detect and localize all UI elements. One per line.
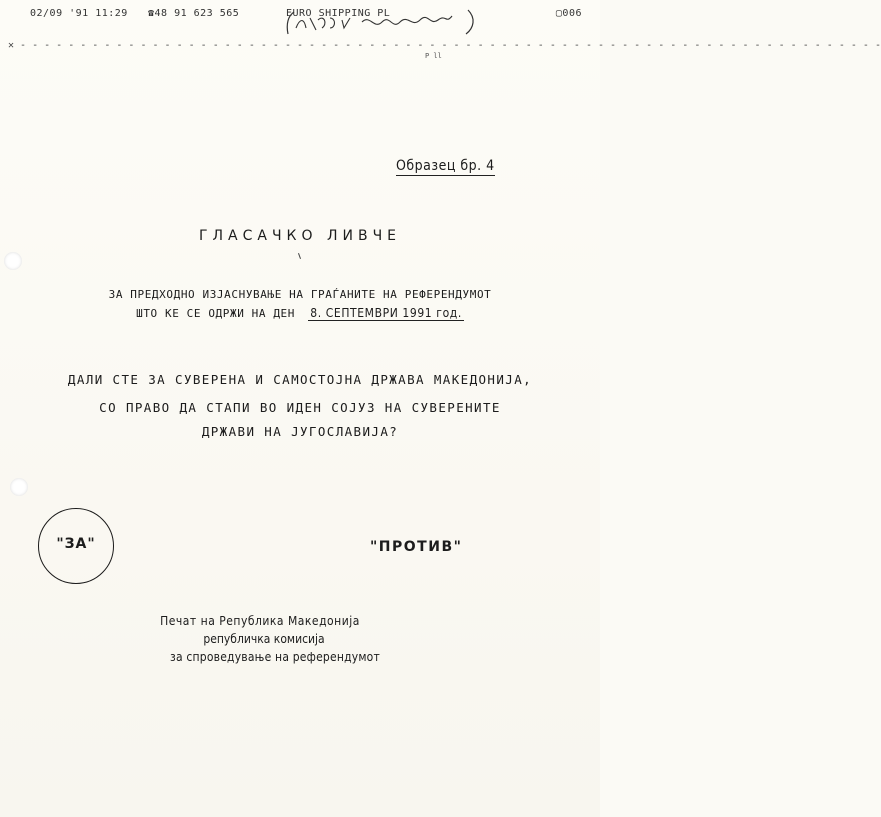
seal-line-1: Печат на Република Македонија: [160, 614, 360, 628]
fax-page-number: ▢006: [555, 8, 582, 19]
intro-line-2-text: ШТО КЕ СЕ ОДРЖИ НА ДЕН: [136, 307, 296, 320]
form-number: Образец бр. 4: [396, 158, 495, 174]
small-mark: P ll: [425, 52, 442, 60]
question-line-2: СО ПРАВО ДА СТАПИ ВО ИДЕН СОЈУЗ НА СУВЕРЕНИТЕ: [99, 400, 501, 415]
vote-option-against[interactable]: "ПРОТИВ": [370, 539, 463, 555]
intro-line-2: [0, 306, 600, 320]
page-title: ГЛАСАЧКО ЛИВЧЕ: [198, 228, 402, 244]
fax-date-time: 02/09 '91 11:29: [30, 8, 128, 19]
referendum-date: 8. СЕПТЕМВРИ 1991 год.: [310, 306, 462, 320]
seal-line-3: за спроведување на референдумот: [170, 650, 380, 664]
fax-phone: ☎48 91 623 565: [148, 8, 240, 19]
seal-line-2: републичка комисија: [203, 632, 325, 646]
seal-caption: [150, 612, 380, 666]
pen-mark: [298, 253, 301, 259]
punch-hole: [10, 478, 28, 496]
question-line-3: ДРЖАВИ НА ЈУГОСЛАВИЈА?: [201, 424, 399, 439]
fax-company: EURO SHIPPING PL: [286, 8, 391, 19]
handwritten-scribble-icon: [282, 8, 478, 36]
fax-cut-line: ✕ - - - - - - - - - - - - - - - - - - - - - - - - - - - - - - - - - - - - - - - - - - - - - - - - - - - - - - - - - - - - - - - - - - - - - - - -: [8, 40, 881, 51]
intro-line-1: ЗА ПРЕДХОДНО ИЗЈАСНУВАЊЕ НА ГРАЃАНИТЕ НА РЕФЕРЕНДУМОТ: [108, 288, 492, 301]
vote-option-for[interactable]: "ЗА": [56, 536, 96, 552]
punch-hole: [4, 252, 22, 270]
question-line-1: ДАЛИ СТЕ ЗА СУВЕРЕНА И САМОСТОЈНА ДРЖАВА МАКЕДОНИЈА,: [67, 372, 533, 387]
